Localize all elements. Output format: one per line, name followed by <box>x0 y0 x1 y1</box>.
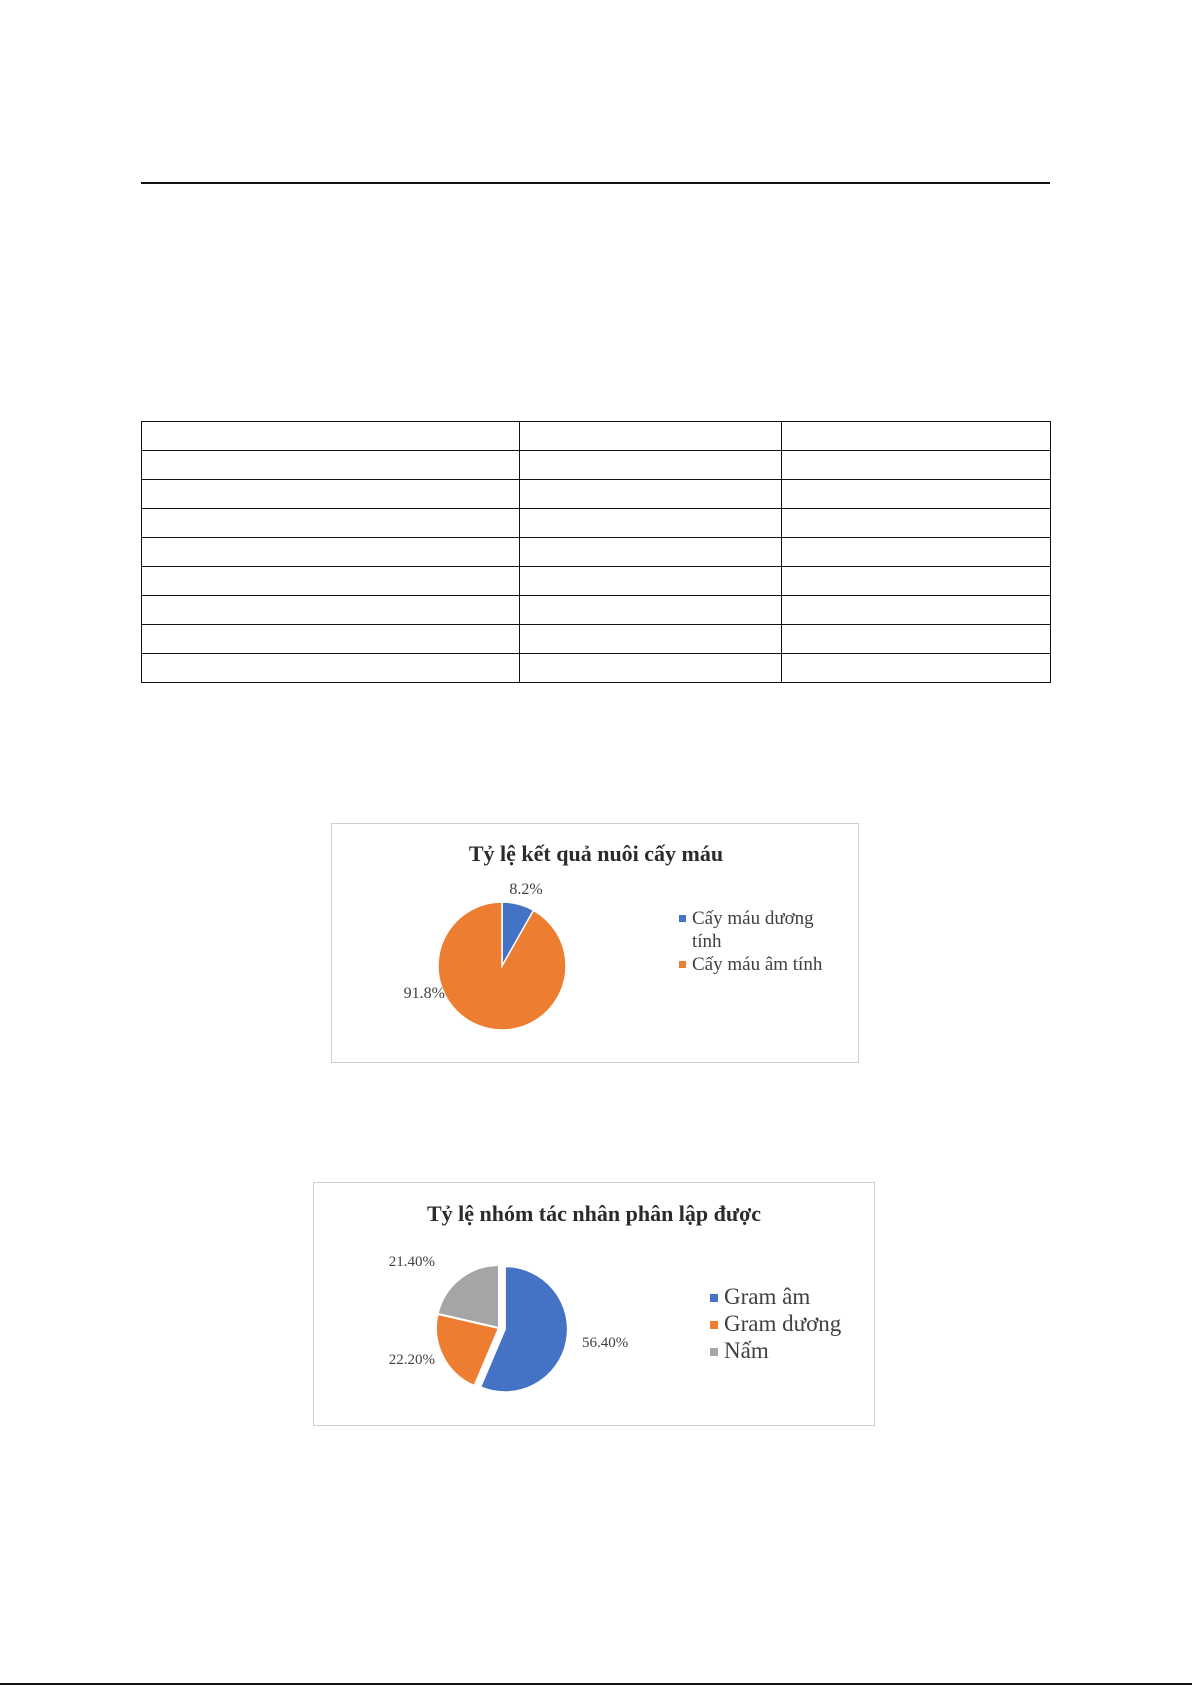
table-cell <box>142 509 520 538</box>
legend-marker <box>710 1294 718 1302</box>
legend-marker <box>710 1348 718 1356</box>
blood-culture-pie-svg <box>332 824 860 1064</box>
table-cell <box>142 451 520 480</box>
table-cell <box>782 422 1051 451</box>
legend-marker <box>679 915 686 922</box>
table-cell <box>782 538 1051 567</box>
table-row <box>142 596 1051 625</box>
data-label: 91.8% <box>403 985 445 1002</box>
table-cell <box>520 451 782 480</box>
legend-label: Gram dương <box>724 1311 842 1336</box>
table-cell <box>782 567 1051 596</box>
footer-rule <box>0 1683 1192 1685</box>
table-cell <box>782 509 1051 538</box>
table-row <box>142 451 1051 480</box>
data-label: 21.40% <box>388 1254 435 1270</box>
data-label: 56.40% <box>582 1335 629 1351</box>
table-row <box>142 654 1051 683</box>
table-cell <box>520 480 782 509</box>
table-cell <box>142 422 520 451</box>
header-rule <box>141 182 1050 184</box>
legend-label: Gram âm <box>724 1284 811 1309</box>
table-cell <box>142 596 520 625</box>
table-cell <box>782 596 1051 625</box>
table-cell <box>782 451 1051 480</box>
agent-group-pie-svg <box>314 1183 876 1427</box>
legend-label: Cấy máu âm tính <box>692 954 823 975</box>
table-cell <box>520 509 782 538</box>
table-row <box>142 538 1051 567</box>
table-cell <box>782 654 1051 683</box>
pie-slice-2 <box>438 902 566 1030</box>
table-cell <box>142 625 520 654</box>
legend-label: Cấy máu dương <box>692 908 814 929</box>
table-cell <box>520 538 782 567</box>
table-cell <box>782 480 1051 509</box>
table-cell <box>142 538 520 567</box>
table-cell <box>520 625 782 654</box>
legend-label: Nấm <box>724 1338 769 1363</box>
table-cell <box>520 422 782 451</box>
table-row <box>142 625 1051 654</box>
table-cell <box>142 654 520 683</box>
table-row <box>142 480 1051 509</box>
table-cell <box>520 567 782 596</box>
blood-culture-result-chart <box>331 823 859 1063</box>
isolated-agent-group-chart <box>313 1182 875 1426</box>
table-cell <box>142 567 520 596</box>
table-row <box>142 567 1051 596</box>
table-cell <box>520 654 782 683</box>
data-label: 8.2% <box>509 881 543 898</box>
legend-label: tính <box>692 931 722 952</box>
chart-title: Tỷ lệ nhóm tác nhân phân lập được <box>426 1201 762 1226</box>
chart-title: Tỷ lệ kết quả nuôi cấy máu <box>468 841 724 866</box>
legend-marker <box>710 1321 718 1329</box>
data-table <box>141 421 1051 683</box>
table-cell <box>142 480 520 509</box>
table-row <box>142 422 1051 451</box>
data-label: 22.20% <box>388 1352 435 1368</box>
table-cell <box>782 625 1051 654</box>
table-row <box>142 509 1051 538</box>
table-cell <box>520 596 782 625</box>
legend-marker <box>679 961 686 968</box>
